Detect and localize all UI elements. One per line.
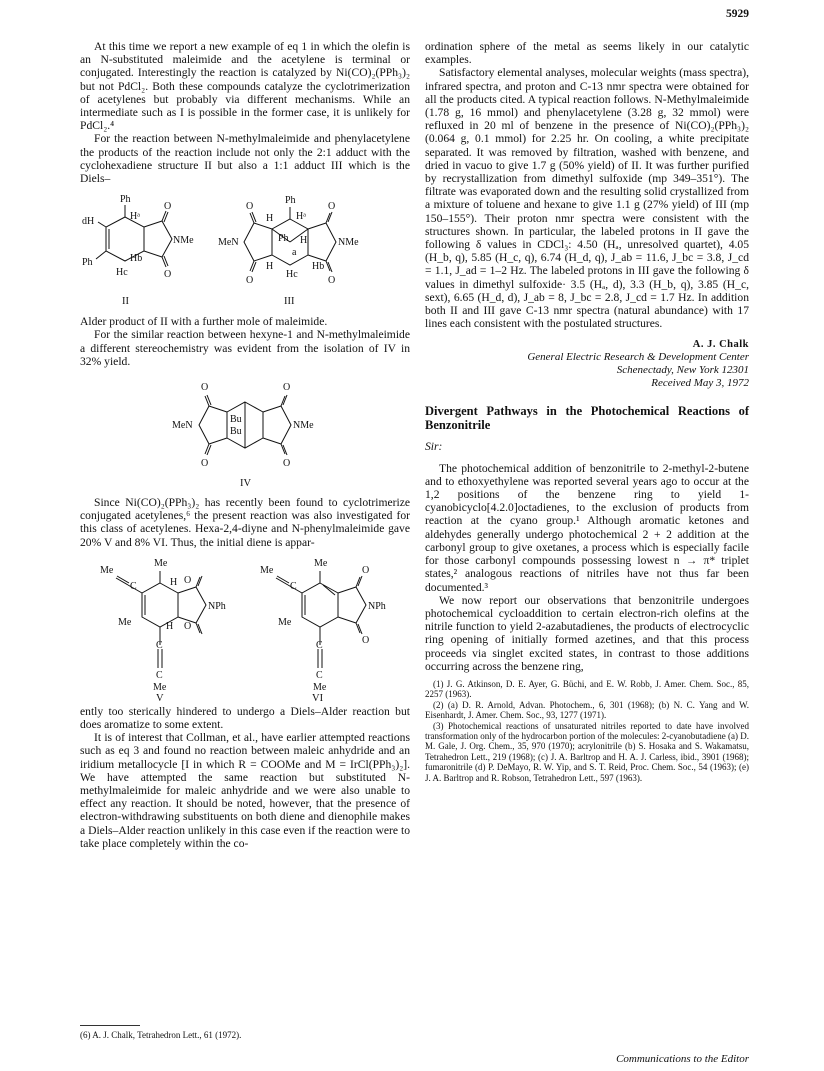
- paragraph: ently too sterically hindered to undergo a Diels–Alder reaction but does aromatize to some extent.: [80, 704, 410, 732]
- me-label: Me: [100, 564, 114, 576]
- nme-label: NMe: [173, 235, 194, 247]
- h-label: H: [266, 261, 274, 273]
- paragraph: It is of interest that Collman, et al., have earlier attempted reactions such as eq 3 and found no reaction between maleic anhydride and an iridium metallocycle [I in which R = COOMe and M = IrCl(PPh₃)₂]. We have attempted the same reaction but substituted N-methylmaleimide for maleic anhydride and we were also unable to effect any reaction. It should be noted, however, that the presence of electron-withdrawing substituents on both diene and dienophile makes a Diels–Alder reaction unlikely in this case even if the reaction were to take place completely within the co-: [80, 731, 410, 850]
- ph-label: Ph: [120, 194, 131, 206]
- me-label: Me: [278, 616, 292, 628]
- men-label: MeN: [172, 420, 193, 432]
- journal-section-footer: Communications to the Editor: [616, 1053, 749, 1065]
- o-label: O: [362, 634, 370, 646]
- received-date: Received May 3, 1972: [651, 377, 749, 390]
- nph-label: NPh: [208, 600, 226, 612]
- paragraph: Since Ni(CO)₂(PPh₃)₂ has recently been found to cyclotrimerize conjugated acetylenes,⁶ the present reaction was also investigated for this class of acetylenes. Hexa-2,4-diyne and N-phenylmaleimide gave 20% V and 8% VI. Thus, the initial diene is appar-: [80, 496, 410, 549]
- me-label: Me: [153, 681, 167, 693]
- references: [425, 679, 749, 783]
- o-label: O: [184, 574, 192, 586]
- paragraph: We now report our observations that benzonitrile undergoes photochemical cycloaddition to certain electron-rich olefins at the nitrile function to yield 2-azabutadienes, the products of electrocyclic ring opening of initially formed azetines, and that this process proceeds via singlet excited states, in contrast to those additions occurring across the benzene ring,: [425, 593, 749, 673]
- right-column: [425, 40, 749, 783]
- author-name: A. J. Chalk: [692, 339, 749, 351]
- compound-label-V: V: [156, 692, 164, 701]
- affiliation: General Electric Research & Development Center: [527, 351, 749, 364]
- c-label: C: [316, 669, 323, 681]
- hc-label: Hc: [116, 267, 128, 279]
- ph-label: Ph: [82, 257, 93, 269]
- footnote: [80, 1025, 410, 1040]
- me-label: Me: [260, 564, 274, 576]
- nme-label: NMe: [338, 237, 359, 249]
- o-label: O: [328, 275, 336, 287]
- hb-label: Hb: [312, 261, 325, 273]
- ph-label: Ph: [285, 195, 296, 207]
- structures-II-III: [80, 189, 410, 311]
- o-label: O: [201, 458, 209, 470]
- c-label: C: [316, 639, 323, 651]
- page-number: 5929: [726, 8, 749, 20]
- paragraph: For the similar reaction between hexyne-1 and N-methylmaleimide a different stereochemistry was evident from the isolation of IV in 32% yield.: [80, 328, 410, 368]
- reference-item: (1) J. G. Atkinson, D. E. Ayer, G. Büchi, and E. W. Robb, J. Amer. Chem. Soc., 85, 2257 (1963).: [425, 678, 749, 700]
- salutation: Sir:: [425, 440, 443, 454]
- h-label: H: [266, 213, 274, 225]
- nme-label: NMe: [293, 420, 314, 432]
- o-label: O: [283, 458, 291, 470]
- left-column: [80, 40, 410, 850]
- me-label: Me: [314, 557, 328, 569]
- paragraph: For the reaction between N-methylmaleimide and phenylacetylene the products of the reaction include not only the 2:1 adduct with the cyclohexadiene structure II but also a 1:1 adduct III which is the Diels–: [80, 132, 410, 186]
- compound-label-II: II: [122, 296, 129, 308]
- ha-label: Hᵃ: [296, 211, 306, 223]
- c-label: C: [290, 580, 297, 592]
- h-label: H: [166, 620, 174, 632]
- c-label: C: [156, 639, 163, 651]
- paragraph: Alder product of II with a further mole of maleimide.: [80, 315, 328, 329]
- o-label: O: [164, 201, 172, 213]
- hc-label: Hc: [286, 269, 298, 281]
- footnote-rule: [80, 1025, 140, 1026]
- bu-label: Bu: [230, 426, 242, 438]
- reference-item: (3) Photochemical reactions of unsaturated nitriles reported to date have involved transformation only of the hydrocarbon portion of the molecules: 2-cyanobutadiene (a) D. M. Gale, J. Org. Chem., 35, 970 (1970); acrylonitrile (b) S. Hosaka and S. Wakamatsu, Tetrahedron Lett., 219 (1968); (c) J. A. Barltrop and H. A. J. Carless, ibid., 3901 (1968); fumaronitrile (d) P. DeMayo, R. W. Yip, and S. T. Reid, Proc. Chem. Soc., 54 (1963); (e) J. A. Barltrop and R. Robson, Tetrahedron Lett., 597 (1963).: [425, 720, 749, 783]
- compound-label-III: III: [284, 296, 295, 308]
- compound-label-IV: IV: [240, 478, 252, 490]
- h-label: H: [300, 235, 308, 247]
- o-label: O: [362, 564, 370, 576]
- men-label: MeN: [218, 237, 239, 249]
- me-label: Me: [118, 616, 132, 628]
- article-heading: Divergent Pathways in the Photochemical Reactions of Benzonitrile: [425, 404, 749, 433]
- paragraph: ordination sphere of the metal as seems likely in our catalytic examples.: [425, 40, 749, 67]
- o-label: O: [201, 382, 209, 394]
- paragraph: Satisfactory elemental analyses, molecular weights (mass spectra), infrared spectra, and proton and C-13 nmr spectra were obtained for all the products cited. A typical reaction follows. N-Methylmaleimide (1.78 g, 16 mmol) and phenylacetylene (3.28 g, 32 mmol) were refluxed in 20 ml of benzene in the presence of Ni(CO)₂(PPh₃)₂ (0.064 g, 0.1 mmol) for 2.25 hr. On cooling, a white precipitate separated. It was removed by filtration, washed with benzene, and dried in vacuo to give 1.7 g (50% yield) of II. It was further purified by recrystallization from dimethyl sulfoxide (mp 349–351°). The filtrate was evaporated down and the resulting solid crystallized from a mixture of toluene and hexane to give 1.1 g (27% yield) of III (mp 150–155°). Their proton nmr spectra were consistent with the structures shown. In particular, the labeled protons in II gave the following δ values in CDCl₃: 4.50 (Hₐ, unresolved quartet), 4.05 (H_b, q), 5.85 (H_c, q), 6.74 (H_d, q), J_ab = 11.6, J_bc = 3.8, J_cd = 1.1, J_ad = 1–2 Hz. The labeled protons in III gave the following δ values in dimethyl sulfoxide· 3.5 (Hₐ, d), 3.3 (H_b, q), 3.85 (H_c, sext), 6.65 (H_d, d), J_ab = 8, J_bc = 2.8, J_cd = 1.7 Hz. In addition both II and III gave C-13 nmr spectra (natural abundance) with 17 lines each consistent with the postulated structures.: [425, 66, 749, 331]
- nph-label: NPh: [368, 600, 386, 612]
- c-label: C: [156, 669, 163, 681]
- paragraph: The photochemical addition of benzonitrile to 2-methyl-2-butene and to ethoxyethylene was reported several years ago to occur at the 1,2 positions of the benzene ring to yield 1-cyanobicyclo[4.2.0]octadienes, to the exclusion of products from reaction at the cyano group.¹ Although aromatic ketones and aldehydes generally undergo photochemical 2 + 2 addition at the carbonyl group to give oxetanes, a process which is especially facile for those carbonyl compounds possessing lowest n → π* triplet states,² analogous reactions of nitriles have not thus far been documented.³: [425, 461, 749, 594]
- hd-label: dH: [82, 216, 95, 228]
- ph-label: Ph: [278, 233, 289, 245]
- affiliation-city: Schenectady, New York 12301: [616, 364, 749, 377]
- o-label: O: [328, 201, 336, 213]
- c-label: C: [130, 580, 137, 592]
- o-label: O: [164, 269, 172, 281]
- o-label: O: [283, 382, 291, 394]
- footnote-text: (6) A. J. Chalk, Tetrahedron Lett., 61 (1972).: [80, 1030, 242, 1040]
- o-label: O: [184, 620, 192, 632]
- me-label: Me: [154, 557, 168, 569]
- ha-label: Hᵃ: [130, 211, 140, 223]
- o-label: O: [246, 275, 254, 287]
- structure-IV: [80, 372, 410, 492]
- bu-label: Bu: [230, 414, 242, 426]
- me-label: Me: [313, 681, 327, 693]
- compound-label-VI: VI: [312, 692, 324, 701]
- hb-label: Hb: [130, 253, 143, 265]
- reference-item: (2) (a) D. R. Arnold, Advan. Photochem., 6, 301 (1968); (b) N. C. Yang and W. Eisenhardt, J. Amer. Chem. Soc., 93, 1277 (1971).: [425, 699, 749, 721]
- h-label: H: [170, 576, 178, 588]
- structures-V-VI: [80, 553, 410, 701]
- a-label: a: [292, 247, 297, 259]
- author-signature: [425, 338, 749, 390]
- paragraph: At this time we report a new example of eq 1 in which the olefin is an N-substituted maleimide and the acetylene is terminal or conjugated. Interestingly the reaction is catalyzed by Ni(CO)₂(PPh₃)₂ but not PdCl₂. Both these compounds catalyze the cyclotrimerization of acetylenes but probably via different mechanisms. While an intermediate such as I is possible in the former case, it is unlikely for PdCl₂.⁴: [80, 40, 410, 133]
- o-label: O: [246, 201, 254, 213]
